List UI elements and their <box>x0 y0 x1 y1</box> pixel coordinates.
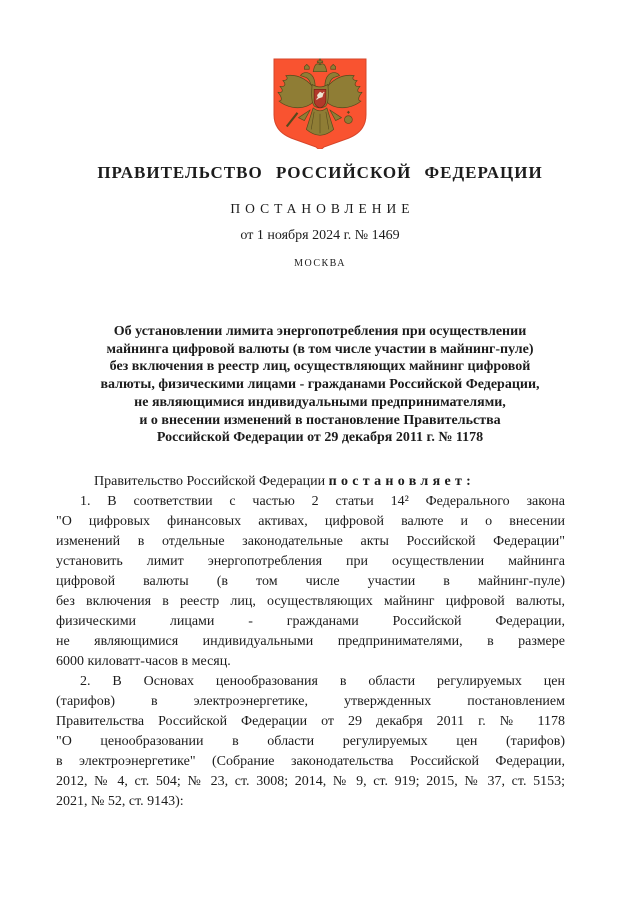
body-text-line: без включения в реестр лиц, осуществляющих майнинг цифровой валюты, <box>56 594 565 609</box>
intro-emphasized-text: постановляет: <box>328 474 476 489</box>
decree-title <box>56 323 584 447</box>
decree-title-line: майнинга цифровой валюты (в том числе участии в майнинг-пуле) <box>106 341 534 357</box>
document-type-heading: ПОСТАНОВЛЕНИЕ <box>230 201 415 216</box>
body-text-line: физическими лицами - гражданами Российской Федерации, <box>56 614 565 629</box>
body-text-line: в электроэнергетике" (Собрание законодательства Российской Федерации, <box>56 754 565 769</box>
document-date-number: от 1 ноября 2024 г. № 1469 <box>240 228 400 243</box>
decree-title-line: Об установлении лимита энергопотребления при осуществлении <box>113 324 527 339</box>
body-text-line: не являющимися индивидуальными предпринимателями, в размере <box>56 634 565 649</box>
intro-regular-text: Правительство Российской Федерации <box>94 474 329 489</box>
body-text-line: (тарифов) в электроэнергетике, утвержденных постановлением <box>56 694 565 709</box>
body-text-line: цифровой валюты (в том числе участии в майнинг-пуле) <box>56 574 565 589</box>
decree-title-line: без включения в реестр лиц, осуществляющих майнинг цифровой <box>109 359 531 375</box>
body-text-line: "О ценообразовании в области регулируемых цен (тарифов) <box>56 734 565 749</box>
resolution-intro-line <box>56 472 565 492</box>
body-text-line: изменений в отдельные законодательные акты Российской Федерации" <box>56 534 565 549</box>
decree-paragraphs <box>56 492 565 812</box>
body-text-line: "О цифровых финансовых активах, цифровой валюте и о внесении <box>56 514 565 529</box>
body-text-line: Правительства Российской Федерации от 29 декабря 2011 г. № 1178 <box>56 714 565 729</box>
body-text-line: 6000 киловатт-часов в месяц. <box>56 654 231 669</box>
body-text-line: 2. В Основах ценообразования в области регулируемых цен <box>80 674 565 689</box>
decree-title-line: и о внесении изменений в постановление Правительства <box>139 412 501 428</box>
decree-title-line: не являющимися индивидуальными предпринимателями, <box>134 394 506 410</box>
decree-body <box>56 472 565 812</box>
body-text-line: 2021, № 52, ст. 9143): <box>56 794 184 809</box>
body-text-line: 2012, № 4, ст. 504; № 23, ст. 3008; 2014, № 9, ст. 919; 2015, № 37, ст. 5153; <box>56 774 565 789</box>
body-text-line: 1. В соответствии с частью 2 статьи 14² Федерального закона <box>80 494 565 509</box>
russia-coat-of-arms-icon <box>271 57 369 149</box>
government-title: ПРАВИТЕЛЬСТВО РОССИЙСКОЙ ФЕДЕРАЦИИ <box>97 163 543 182</box>
decree-title-line: валюты, физическими лицами - гражданами Российской Федерации, <box>100 377 540 393</box>
body-text-line: установить лимит энергопотребления при осуществлении майнинга <box>56 554 565 569</box>
decree-title-line: Российской Федерации от 29 декабря 2011 г. № 1178 <box>156 430 484 446</box>
document-city: МОСКВА <box>294 258 346 269</box>
